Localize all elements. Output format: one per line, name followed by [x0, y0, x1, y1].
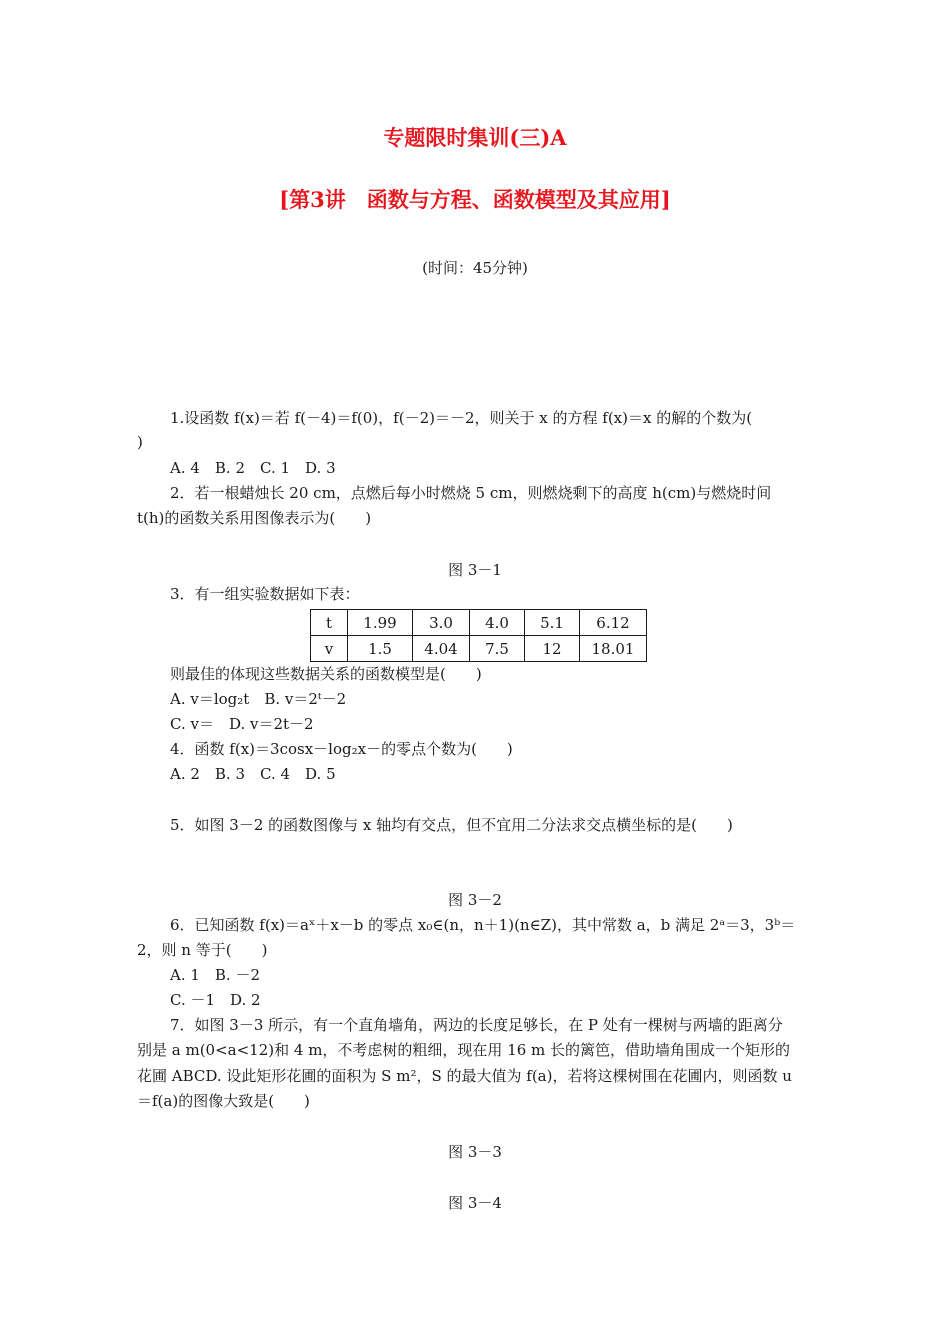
figure-caption-3-1: 图 3－1: [448, 561, 502, 579]
table-cell: 1.5: [348, 636, 413, 662]
table-cell: 7.5: [470, 636, 525, 662]
table-cell: 4.04: [413, 636, 470, 662]
question-3-options-2: C. v＝ D. v＝2t－2: [170, 715, 314, 733]
question-4-text: 4．函数 f(x)＝3cosx－log₂x－的零点个数为( ): [170, 740, 513, 758]
question-3-prompt: 则最佳的体现这些数据关系的函数模型是( ): [170, 665, 482, 683]
question-1-text-cont: ): [137, 433, 143, 451]
data-table: [310, 609, 647, 662]
table-cell: 18.01: [580, 636, 647, 662]
question-3-text: 3．有一组实验数据如下表：: [170, 585, 360, 603]
table-cell: t: [311, 610, 348, 636]
question-5-text: 5．如图 3－2 的函数图像与 x 轴均有交点，但不宜用二分法求交点横坐标的是( ): [170, 816, 733, 834]
figure-caption-3-2: 图 3－2: [448, 891, 502, 909]
table-cell: 3.0: [413, 610, 470, 636]
figure-caption-3-4: 图 3－4: [448, 1194, 502, 1212]
time-limit: (时间：45分钟): [422, 259, 528, 277]
question-7-text-cont1: 别是 a m(0<a<12)和 4 m，不考虑树的粗细，现在用 16 m 长的篱笆，借助墙角围成一个矩形的: [137, 1041, 791, 1059]
question-7-text: 7．如图 3－3 所示，有一个直角墙角，两边的长度足够长，在 P 处有一棵树与两墙的距离分: [170, 1016, 783, 1034]
figure-caption-3-3: 图 3－3: [448, 1143, 502, 1161]
question-7-text-cont2: 花圃 ABCD. 设此矩形花圃的面积为 S m²，S 的最大值为 f(a)，若将这棵树围在花圃内，则函数 u: [137, 1067, 792, 1085]
question-2-text: 2．若一根蜡烛长 20 cm，点燃后每小时燃烧 5 cm，则燃烧剩下的高度 h(cm)与燃烧时间: [170, 484, 772, 502]
question-1-options: A. 4 B. 2 C. 1 D. 3: [170, 459, 336, 477]
table-cell: 12: [525, 636, 580, 662]
page-subtitle: [第3讲 函数与方程、函数模型及其应用]: [279, 187, 671, 212]
question-7-text-cont3: ＝f(a)的图像大致是( ): [137, 1092, 310, 1110]
table-cell: 1.99: [348, 610, 413, 636]
question-6-options-2: C. －1 D. 2: [170, 991, 261, 1009]
question-3-options-1: A. v＝log₂t B. v＝2ᵗ－2: [170, 690, 347, 708]
table-row: [311, 636, 647, 662]
table-cell: 4.0: [470, 610, 525, 636]
question-1-text: 1.设函数 f(x)＝若 f(－4)＝f(0)，f(－2)＝－2，则关于 x 的方程 f(x)＝x 的解的个数为(: [170, 409, 753, 427]
question-4-options: A. 2 B. 3 C. 4 D. 5: [170, 765, 336, 783]
question-2-text-cont: t(h)的函数关系用图像表示为( ): [137, 509, 372, 527]
table-cell: v: [311, 636, 348, 662]
table-cell: 5.1: [525, 610, 580, 636]
table-row: [311, 610, 647, 636]
question-6-text-cont: 2，则 n 等于( ): [137, 941, 268, 959]
table-cell: 6.12: [580, 610, 647, 636]
question-6-options-1: A. 1 B. －2: [170, 966, 261, 984]
page-title: 专题限时集训(三)A: [383, 125, 567, 150]
question-6-text: 6．已知函数 f(x)＝aˣ＋x－b 的零点 x₀∈(n，n＋1)(n∈Z)，其中常数 a，b 满足 2ᵃ＝3，3ᵇ＝: [170, 916, 796, 934]
